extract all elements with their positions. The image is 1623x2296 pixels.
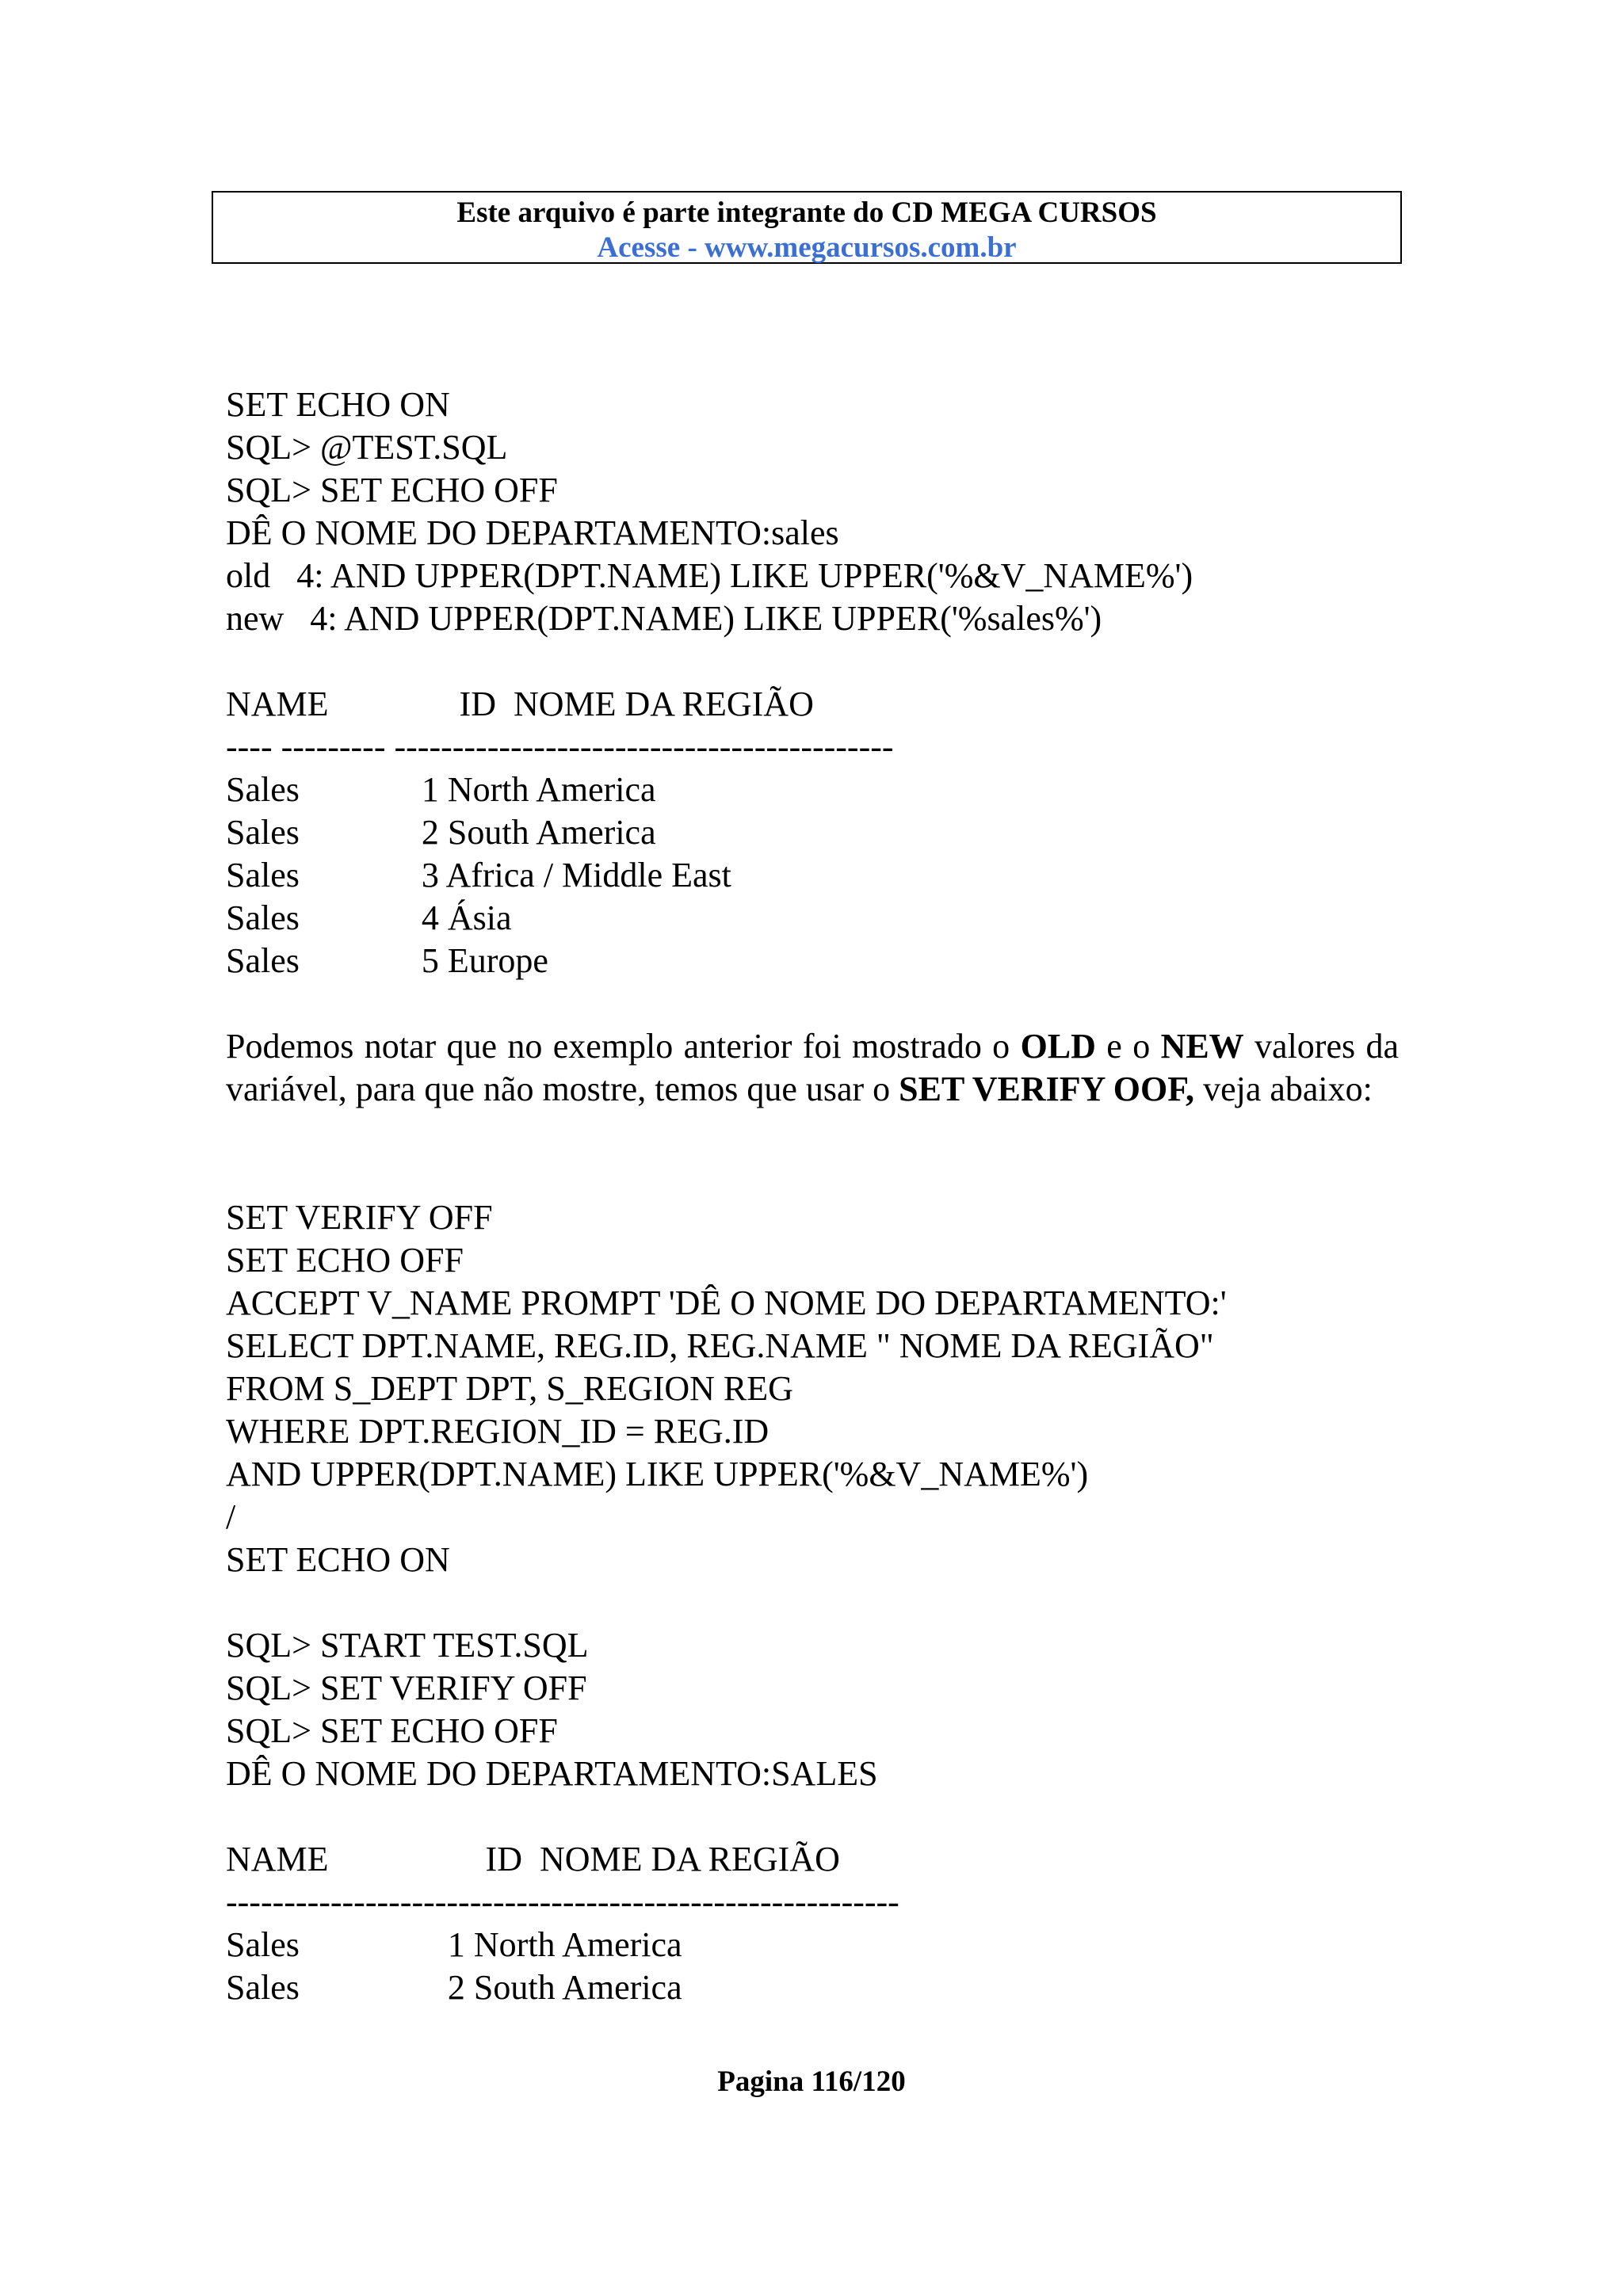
code-line: FROM S_DEPT DPT, S_REGION REG bbox=[226, 1369, 793, 1408]
code-line: SQL> START TEST.SQL bbox=[226, 1626, 589, 1665]
code-line: new 4: AND UPPER(DPT.NAME) LIKE UPPER('%sales%') bbox=[226, 599, 1102, 638]
table-row: Sales 4 Ásia bbox=[226, 898, 512, 937]
code-line: ACCEPT V_NAME PROMPT 'DÊ O NOME DO DEPARTAMENTO:' bbox=[226, 1283, 1227, 1322]
code-line: AND UPPER(DPT.NAME) LIKE UPPER('%&V_NAME%') bbox=[226, 1455, 1089, 1493]
table-row: Sales 3 Africa / Middle East bbox=[226, 856, 731, 894]
code-line: SQL> SET ECHO OFF bbox=[226, 471, 558, 509]
code-line: SET ECHO ON bbox=[226, 1540, 450, 1579]
paragraph-bold-set-verify: SET VERIFY OOF, bbox=[899, 1070, 1195, 1108]
table-row: Sales 5 Europe bbox=[226, 941, 548, 980]
table-row: Sales 1 North America bbox=[226, 770, 656, 809]
code-line: DÊ O NOME DO DEPARTAMENTO:sales bbox=[226, 513, 839, 552]
code-line: SQL> @TEST.SQL bbox=[226, 428, 508, 467]
paragraph-text: veja abaixo: bbox=[1194, 1070, 1373, 1108]
table-row: Sales 2 South America bbox=[226, 813, 656, 852]
paragraph-text: e o bbox=[1095, 1027, 1161, 1066]
header-title: Este arquivo é parte integrante do CD MEGA CURSOS bbox=[456, 196, 1157, 229]
header-website: Acesse - www.megacursos.com.br bbox=[597, 231, 1017, 264]
code-line: WHERE DPT.REGION_ID = REG.ID bbox=[226, 1412, 769, 1451]
paragraph-bold-old: OLD bbox=[1020, 1027, 1096, 1066]
table-header: NAME ID NOME DA REGIÃO bbox=[226, 685, 814, 723]
code-line: SQL> SET ECHO OFF bbox=[226, 1711, 558, 1750]
table-header: NAME ID NOME DA REGIÃO bbox=[226, 1840, 840, 1878]
code-line: SET ECHO OFF bbox=[226, 1241, 464, 1280]
table-separator: ---- --------- ------------------------------------------- bbox=[226, 727, 894, 766]
code-line: SELECT DPT.NAME, REG.ID, REG.NAME " NOME DA REGIÃO" bbox=[226, 1326, 1214, 1365]
code-line: SET ECHO ON bbox=[226, 385, 450, 424]
code-line: / bbox=[226, 1497, 236, 1536]
code-line: old 4: AND UPPER(DPT.NAME) LIKE UPPER('%&V_NAME%') bbox=[226, 556, 1193, 595]
table-row: Sales 1 North America bbox=[226, 1925, 682, 1964]
paragraph-text: valores da variável, para que não mostre, temos que usar o bbox=[226, 1027, 1400, 1108]
page-number: Pagina 116/120 bbox=[717, 2065, 906, 2098]
code-line: SQL> SET VERIFY OFF bbox=[226, 1669, 587, 1707]
paragraph-text: Podemos notar que no exemplo anterior foi mostrado o bbox=[226, 1027, 1021, 1066]
code-line: SET VERIFY OFF bbox=[226, 1198, 493, 1237]
table-separator: ---------------------------------------------------------- bbox=[226, 1882, 899, 1921]
explanation-paragraph bbox=[226, 1025, 1399, 1111]
code-line: DÊ O NOME DO DEPARTAMENTO:SALES bbox=[226, 1754, 878, 1793]
table-row: Sales 2 South America bbox=[226, 1968, 682, 2007]
header-box bbox=[212, 191, 1402, 264]
paragraph-bold-new: NEW bbox=[1160, 1027, 1244, 1066]
